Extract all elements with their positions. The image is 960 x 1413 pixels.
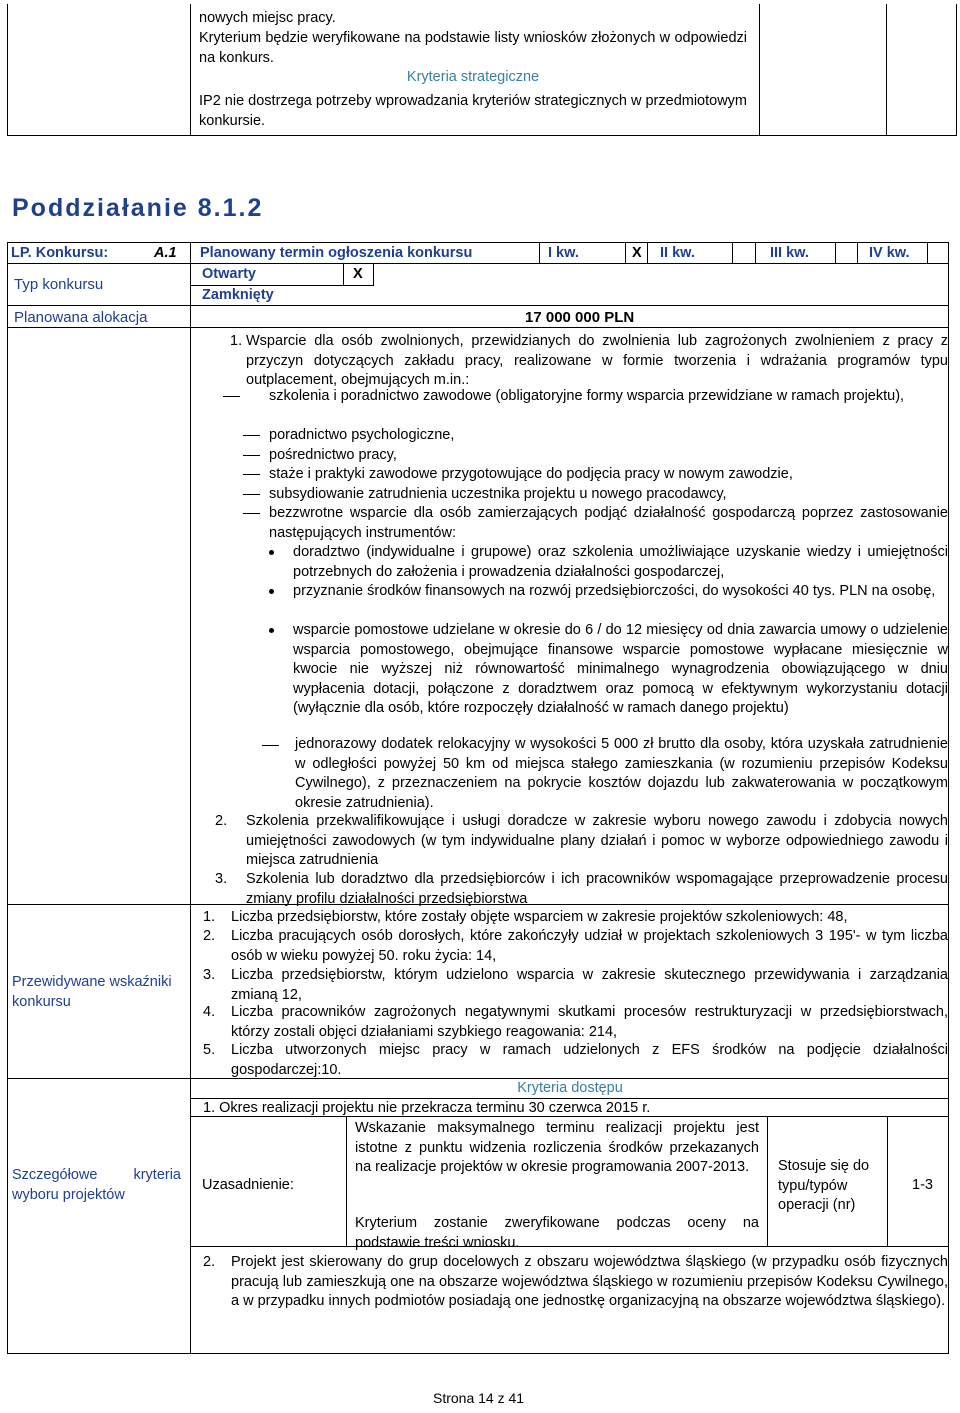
indicator-item: Liczba przedsiębiorstw, którym udzielono wsparcia w zakresie skutecznego przewidywania i zarządzania zmianą 12, — [231, 967, 948, 1003]
support-item-2-number: 2. — [215, 813, 228, 829]
support-item-1-number: 1. — [230, 333, 243, 349]
support-item-3-number: 3. — [215, 871, 228, 887]
type-open: Otwarty — [202, 266, 256, 282]
indicator-item: Liczba pracujących osób dorosłych, które zakończyły udział w projektach szkoleniowych 3 195'- w tym liczba osób w wieku powyżej 50. roku życia: 14, — [231, 928, 948, 964]
allocation-label: Planowana alokacja — [14, 309, 148, 326]
dash-marker — [243, 435, 260, 436]
indicator-number: 2. — [203, 928, 216, 944]
quarter-2: II kw. — [660, 245, 695, 261]
access-criterion-2-number: 2. — [203, 1254, 216, 1270]
dash-marker — [243, 474, 260, 475]
quarter-1: I kw. — [548, 245, 579, 261]
justification-label: Uzasadnienie: — [202, 1177, 294, 1193]
planned-term-label: Planowany termin ogłoszenia konkursu — [200, 245, 473, 261]
bullet-marker — [269, 550, 274, 555]
bullet-marker — [269, 628, 274, 633]
justification-text-2: Kryterium zostanie zweryfikowane podczas oceny na podstawie treści wniosku. — [355, 1215, 759, 1251]
type-open-mark: X — [353, 266, 363, 282]
dash-marker — [223, 396, 240, 397]
indicator-item: Liczba utworzonych miejsc pracy w ramach udzielonych z EFS środków na podjęcie działalności gospodarczej:10. — [231, 1042, 948, 1078]
indicator-item: Liczba przedsiębiorstw, które zostały objęte wsparciem w zakresie projektów szkoleniowych: 48, — [231, 909, 848, 925]
dash-marker — [243, 513, 260, 514]
indicator-item: Liczba pracowników zagrożonych negatywnymi skutkami procesów restrukturyzacji w przedsiębiorstwach, którzy zostali objęci działaniami szybkiego reagowania: 214, — [231, 1004, 948, 1040]
quarter-1-mark: X — [632, 245, 642, 261]
top-text-criterion: Kryterium będzie weryfikowane na podstawie listy wniosków złożonych w odpowiedzi na konkurs. — [199, 30, 747, 66]
quarter-4: IV kw. — [869, 245, 910, 261]
dash-item: bezzwrotne wsparcie dla osób zamierzających podjąć działalność gospodarczą poprzez zastosowanie następujących instrumentów: — [269, 505, 948, 541]
bullet-item: wsparcie pomostowe udzielane w okresie do 6 / do 12 miesięcy od dnia zawarcia umowy o udzielenie wsparcia pomostowego, obejmujące finansowe wsparcie pomostowe wypłacane miesięcznie w kwocie nie wyższej niż równowartość minimalnego wynagrodzenia obowiązującego w dniu wypłacenia dotacji, połączone z doradztwem oraz pomocą w efektywnym wykorzystaniu dotacji (wyłącznie dla osób, które rozpoczęły działalność w ramach danego projektu) — [293, 622, 948, 716]
criteria-label: Szczegółowe kryteria wyboru projektów — [12, 1167, 181, 1203]
justification-text: Wskazanie maksymalnego terminu realizacji projektu jest istotne z punktu widzenia rozliczenia środków przekazanych na realizacje projektów w okresie programowania 2007-2013. — [355, 1120, 759, 1175]
section-title: Poddziałanie 8.1.2 — [12, 194, 264, 222]
bullet-marker — [269, 589, 274, 594]
support-item-2: Szkolenia przekwalifikowujące i usługi doradcze w zakresie wyboru nowego zawodu i zdobycia nowych umiejętności zawodowych (w tym indywidualne plany działań i pomoc w wyborze odpowiedniego zawodu i miejsca zatrudnienia — [246, 813, 948, 868]
lp-value: A.1 — [154, 245, 177, 261]
type-closed: Zamknięty — [202, 287, 274, 303]
access-criteria-heading: Kryteria dostępu — [517, 1080, 623, 1096]
support-item-3: Szkolenia lub doradztwo dla przedsiębiorców i ich pracowników wspomagające przeprowadzenie procesu zmiany profilu działalności przedsiębiorstwa — [246, 871, 948, 907]
dash-item: subsydiowanie zatrudnienia uczestnika projektu u nowego pracodawcy, — [269, 486, 727, 502]
bullet-item: doradztwo (indywidualne i grupowe) oraz szkolenia umożliwiające uzyskanie wiedzy i umiejętności potrzebnych do założenia i prowadzenia działalności gospodarczej, — [293, 544, 948, 580]
dash-marker — [243, 494, 260, 495]
indicators-label: Przewidywane wskaźniki konkursu — [12, 974, 172, 1010]
strategic-heading: Kryteria strategiczne — [406, 69, 540, 85]
dash-item: pośrednictwo pracy, — [269, 447, 397, 463]
type-label: Typ konkursu — [14, 276, 104, 293]
allocation-value: 17 000 000 PLN — [525, 309, 635, 326]
access-criterion-2: Projekt jest skierowany do grup docelowych z obszaru województwa śląskiego (w przypadku osób fizycznych pracują lub zamieszkują one na obszarze województwa śląskiego w rozumieniu przepisów Kodeksu Cywilnego, a w przypadku innych podmiotów posiadają one jednostkę organizacyjną na obszarze województwa śląskiego). — [231, 1254, 948, 1309]
indicator-number: 3. — [203, 967, 216, 983]
indicator-number: 1. — [203, 909, 216, 925]
applies-value: 1-3 — [912, 1177, 933, 1193]
bullet-item: przyznanie środków finansowych na rozwój przedsiębiorczości, do wysokości 40 tys. PLN na osobę, — [293, 583, 936, 599]
lp-label: LP. Konkursu: — [11, 245, 109, 261]
indicator-number: 4. — [203, 1004, 216, 1020]
dash-marker — [262, 745, 279, 746]
top-text-line: nowych miejsc pracy. — [199, 10, 336, 26]
dash-item: jednorazowy dodatek relokacyjny w wysokości 5 000 zł brutto dla osoby, która uzyskała zatrudnienie w odległości powyżej 50 km od miejsca stałego zamieszkania (w rozumieniu przepisów Kodeksu Cywilnego), z przeznaczeniem na pokrycie kosztów dojazdu lub zakwaterowania w początkowym okresie zatrudnienia). — [295, 736, 948, 811]
indicator-number: 5. — [203, 1042, 216, 1058]
dash-marker — [243, 455, 260, 456]
access-criterion-1: 1. Okres realizacji projektu nie przekracza terminu 30 czerwca 2015 r. — [203, 1100, 651, 1116]
dash-item: poradnictwo psychologiczne, — [269, 427, 455, 443]
applies-label: Stosuje się do typu/typów operacji (nr) — [778, 1158, 870, 1213]
strategic-text: IP2 nie dostrzega potrzeby wprowadzania kryteriów strategicznych w przedmiotowym konkursie. — [199, 93, 748, 129]
dash-item: szkolenia i poradnictwo zawodowe (obligatoryjne formy wsparcia przewidziane w ramach projektu), — [269, 388, 905, 404]
quarter-3: III kw. — [770, 245, 809, 261]
dash-item: staże i praktyki zawodowe przygotowujące do podjęcia pracy w nowym zawodzie, — [269, 466, 793, 482]
page-footer: Strona 14 z 41 — [433, 1390, 525, 1406]
support-item-1: Wsparcie dla osób zwolnionych, przewidzianych do zwolnienia lub zagrożonych zwolnieniem z pracy z przyczyn dotyczących zakładu pracy, realizowane w formie tworzenia i wdrażania programów typu outplacement, obejmujących m.in.: — [246, 333, 948, 388]
